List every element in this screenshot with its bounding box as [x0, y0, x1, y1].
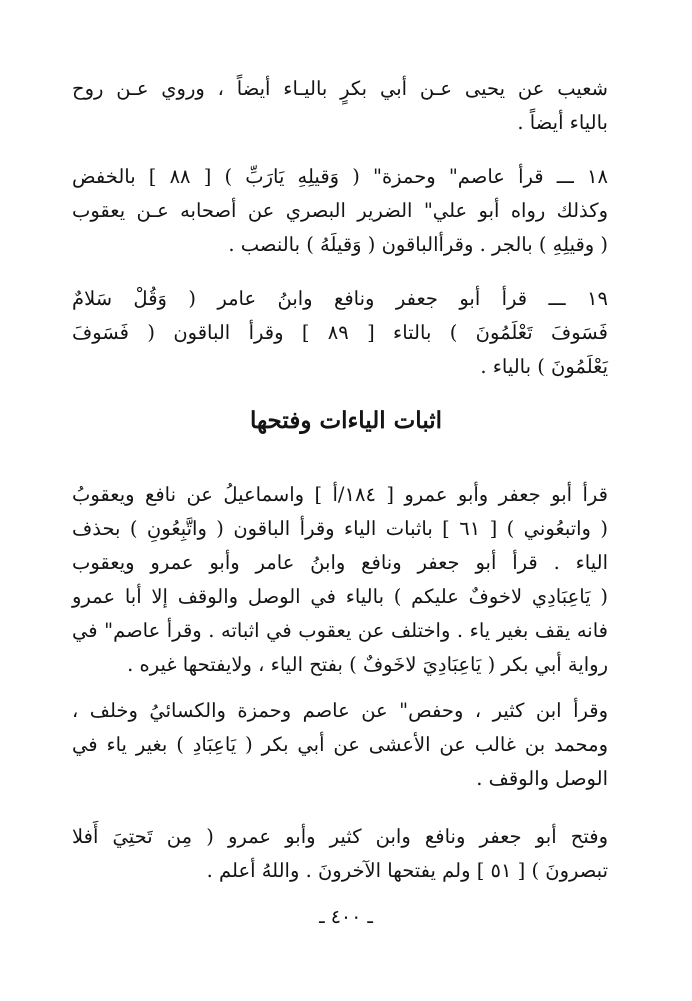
text-line: الياء . قرأ أبو جعفر ونافع وابنُ عامر وأبو عمرو ويعقوب	[72, 551, 608, 574]
text-line: فَسَوفَ تَعْلَمُونَ ) بالتاء [ ٨٩ ] وقرأ الباقون ( فَسَوفَ	[72, 321, 608, 344]
text-line: شعيب عن يحيى عـن أبي بكرٍ باليـاء أيضاً ، وروي عـن روح	[72, 77, 608, 100]
text-line: فانه يقف بغير ياء . واختلف عن يعقوب في اثباته . وقرأ عاصم" في	[72, 619, 608, 642]
text-line: بالياء أيضاً .	[517, 111, 608, 134]
text-line: رواية أبي بكر ( يَاعِبَادِيَ لاخَوفٌ ) بفتح الياء ، ولايفتحها غيره .	[127, 653, 608, 676]
text-line: وفتح أبو جعفر ونافع وابن كثير وأبو عمرو ( مِن تَحتِيَ أَفلا	[72, 825, 608, 848]
text-line: وقرأ ابن كثير ، وحفص" عن عاصم وحمزة والكسائيُ وخلف ،	[72, 699, 608, 722]
paragraph-section-2	[72, 694, 608, 796]
text-line: وكذلك رواه أبو علي" الضرير البصري عن أصحابه عـن يعقوب	[72, 199, 608, 222]
text-line: ومحمد بن غالب عن الأعشى عن أبي بكر ( يَاعِبَادِ ) بغير ياء في	[72, 733, 608, 756]
text-line: الوصل والوقف .	[476, 767, 608, 790]
paragraph-continuation	[72, 72, 608, 140]
paragraph-section-3	[72, 820, 608, 888]
text-line: ( يَاعِبَادِي لاخوفٌ عليكم ) بالياء في الوصل والوقف إلا أبا عمرو	[72, 585, 608, 608]
paragraph-item-18	[72, 160, 608, 262]
section-heading: اثبات الياءات وفتحها	[249, 407, 443, 434]
text-line: يَعْلَمُونَ ) بالياء .	[480, 355, 608, 378]
page-number: ـ ٤٠٠ ـ	[319, 906, 373, 928]
text-line: ( واتبعُوني ) [ ٦١ ] باثبات الياء وقرأ الباقون ( واتَّبِعُونِ ) بحذف	[72, 517, 608, 540]
text-line: قرأ أبو جعفر وأبو عمرو [ ١٨٤/أ ] واسماعيلُ عن نافع ويعقوبُ	[72, 483, 608, 506]
text-line: ١٩ ـــ قرأ أبو جعفر ونافع وابنُ عامر ( وَقُلْ سَلامٌ	[72, 287, 608, 310]
paragraph-item-19	[72, 282, 608, 384]
paragraph-section-1	[72, 478, 608, 682]
text-line: ١٨ ـــ قرأ عاصم" وحمزة" ( وَقيلِهِ يَارَبِّ ) [ ٨٨ ] بالخفض	[72, 165, 608, 188]
text-line: تبصرونَ ) [ ٥١ ] ولم يفتحها الآخرونَ . واللهُ أعلم .	[206, 859, 608, 882]
text-line: ( وقيلِهِ ) بالجر . وقرأالباقون ( وَقيلَهُ ) بالنصب .	[228, 233, 608, 256]
